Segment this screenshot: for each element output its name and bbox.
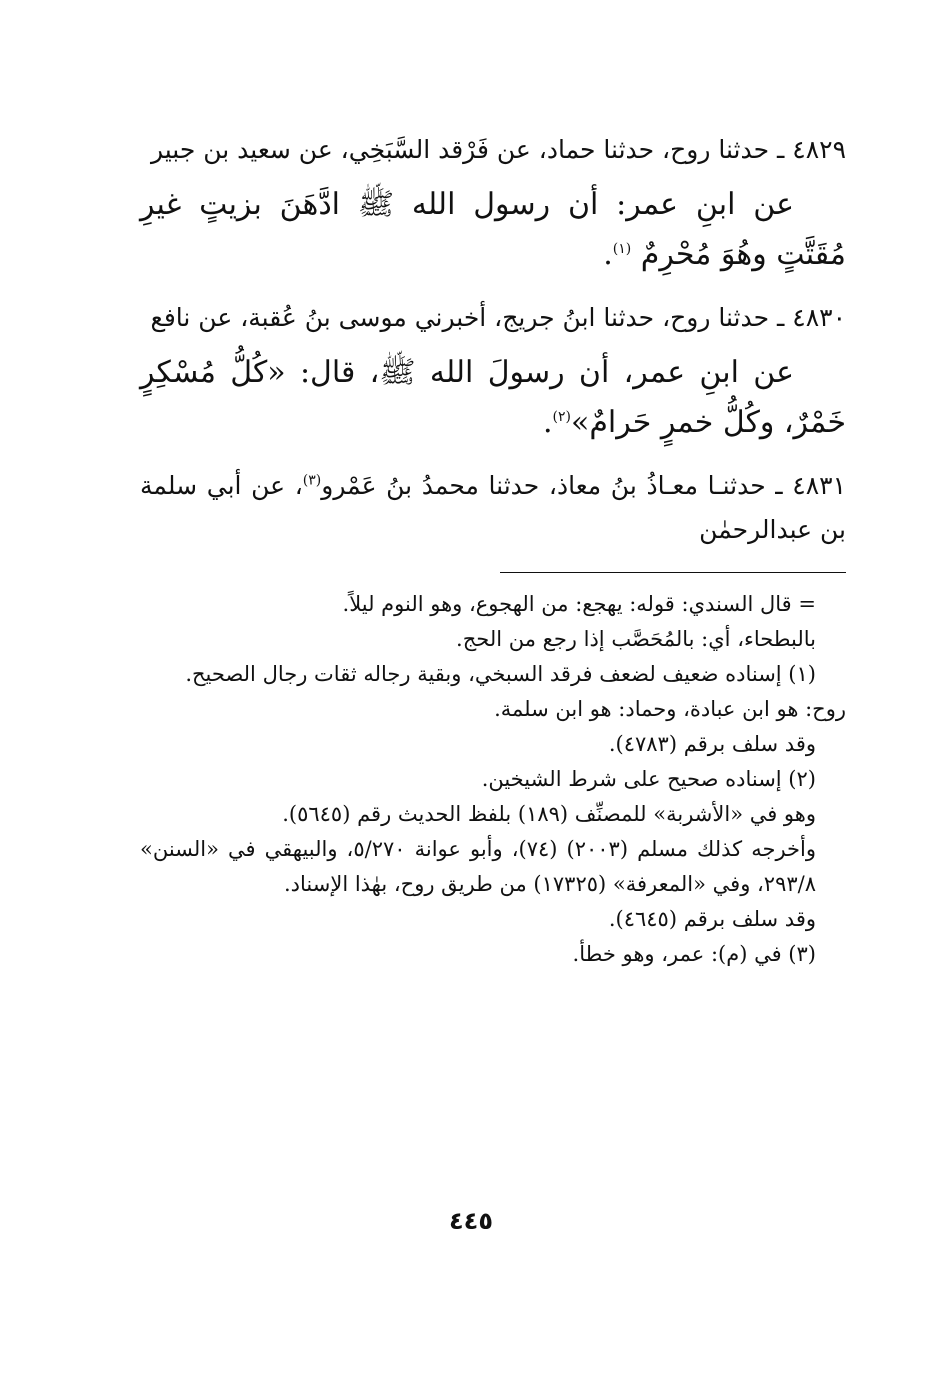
footnotes <box>140 587 846 972</box>
hadith-chain: ٤٨٢٩ ـ حدثنا روح، حدثنا حماد، عن فَرْقد السَّبَخِي، عن سعيد بن جبير <box>150 135 846 164</box>
footnote-line: = قال السندي: قوله: يهجع: من الهجوع، وهو النوم ليلاً. <box>342 592 816 616</box>
hadith-text-body: عن ابنِ عمر: أن رسول الله ﷺ ادَّهَنَ بزيتٍ غيرِ مُقَتَّتٍ وهُوَ مُحْرِمٌ <box>140 187 846 272</box>
footnote-line: وهو في «الأشربة» للمصنِّف (١٨٩) بلفظ الحديث رقم (٥٦٤٥). <box>282 802 816 826</box>
footnote-separator <box>500 572 846 573</box>
page-number: ٤٤٥ <box>449 1207 493 1235</box>
footnote-line: وأخرجه كذلك مسلم (٢٠٠٣) (٧٤)، وأبو عوانة ٥/٢٧٠، والبيهقي في «السنن» ٢٩٣/٨، وفي «المعرفة» (١٧٣٢٥) من طريق روح، بهٰذا الإسناد. <box>140 837 817 896</box>
page-body <box>140 128 846 972</box>
hadith-4830 <box>140 296 846 448</box>
hadith-text-end: . <box>542 405 553 440</box>
hadith-4829 <box>140 128 846 280</box>
footnote-line: بالبطحاء، أي: بالمُحَصَّب إذا رجع من الحج. <box>456 627 816 651</box>
hadith-chain: ٤٨٣٠ ـ حدثنا روح، حدثنا ابنُ جريج، أخبرني موسى بنُ عُقبة، عن نافع <box>150 303 846 332</box>
footnote-ref: (١) <box>612 241 632 257</box>
hadith-4831 <box>140 464 846 552</box>
footnote-line: روح: هو ابن عبادة، وحماد: هو ابن سلمة. <box>494 697 846 721</box>
footnote-ref: (٢) <box>552 409 571 425</box>
hadith-text-end: . <box>603 237 613 272</box>
footnote-line: وقد سلف برقم (٤٦٤٥). <box>608 907 816 931</box>
hadith-text-body: عن ابنِ عمر، أن رسولَ الله ﷺ، قال: «كُلُّ مُسْكِرٍ خَمْرٌ، وكُلُّ خمرٍ حَرامٌ» <box>140 355 846 440</box>
footnote-line: (٣) في (م): عمر، وهو خطأ. <box>572 942 816 966</box>
hadith-text <box>140 180 846 280</box>
footnote-line: (٢) إسناده صحيح على شرط الشيخين. <box>481 767 816 791</box>
hadith-text <box>140 348 846 448</box>
footnote-ref: (٣) <box>302 472 322 489</box>
hadith-chain <box>140 464 846 552</box>
footnote-line: (١) إسناده ضعيف لضعف فرقد السبخي، وبقية رجاله ثقات رجال الصحيح. <box>185 662 816 686</box>
footnote-line: وقد سلف برقم (٤٧٨٣). <box>608 732 816 756</box>
hadith-chain-part: ٤٨٣١ ـ حدثنـا معـاذُ بنُ معاذ، حدثنا محمدُ بنُ عَمْرو <box>321 471 846 500</box>
hadith-chain-part: ، عن أبي سلمة بن عبدالرحمٰن <box>140 471 846 544</box>
